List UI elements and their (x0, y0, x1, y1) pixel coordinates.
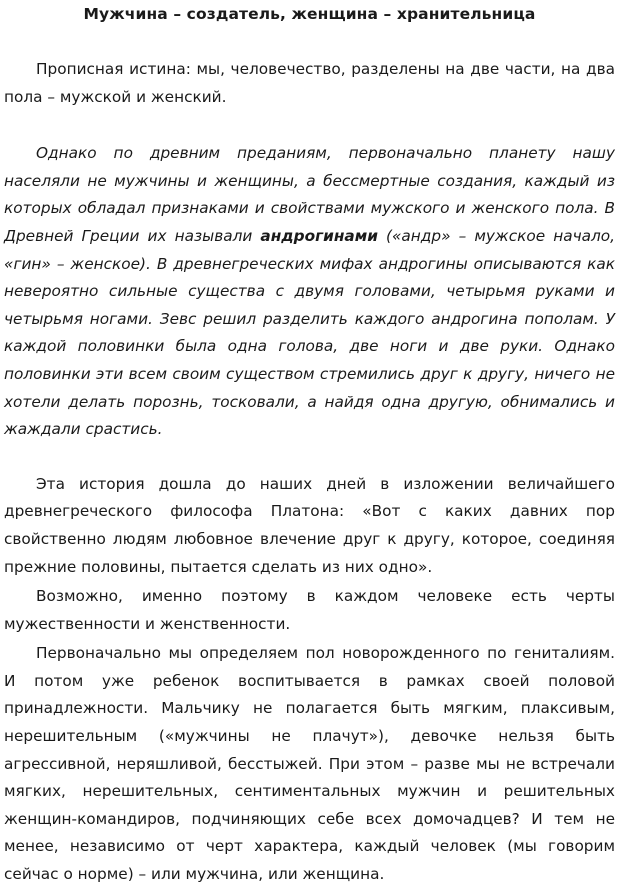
paragraph-androgyne-text-before: Однако по древним преданиям, первоначально планету нашу населяли не мужчины и женщины, а бессмертные создания, каждый из которых обладал признаками и свойствами мужского и женского пола. В Древней Греции их называли (4, 144, 615, 245)
paragraph-traits: Возможно, именно поэтому в каждом человеке есть черты мужественности и женственности. (4, 587, 615, 633)
paragraph-intro: Прописная истина: мы, человечество, разделены на две части, на два пола – мужской и женский. (4, 60, 615, 106)
document-title: Мужчина – создатель, женщина – хранительница (83, 5, 536, 23)
paragraph-plato: Эта история дошла до наших дней в изложении величайшего древнегреческого философа Платона: «Вот с каких давних пор свойственно людям любовное влечение друг к другу, которое, соединяя прежние половины, пытается сделать из них одно». (4, 474, 615, 576)
androgyne-term: андрогинами (260, 226, 378, 245)
paragraph-androgyne-myth (4, 140, 615, 444)
paragraph-gender-upbringing: Первоначально мы определяем пол новорожденного по гениталиям. И потом уже ребенок воспитывается в рамках своей половой принадлежности. Мальчику не полагается быть мягким, плаксивым, нерешительным («мужчины не плачут»), девочке нельзя быть агрессивной, неряшливой, бесстыжей. При этом – разве мы не встречали мягких, нерешительных, сентиментальных мужчин и решительных женщин-командиров, подчиняющих себе всех домочадцев? И тем не менее, независимо от черт характера, каждый человек (мы говорим сейчас о норме) – или мужчина, или женщина. (4, 644, 615, 884)
paragraph-androgyne-text-after: («андр» – мужское начало, «гин» – женское). В древнегреческих мифах андрогины описываются как невероятно сильные существа с двумя головами, четырьмя руками и четырьмя ногами. Зевс решил разделить каждого андрогина пополам. У каждой половинки была одна голова, две ноги и две руки. Однако половинки эти всем своим существом стремились друг к другу, ничего не хотели делать порознь, тосковали, а найдя одна другую, обнимались и жаждали срастись. (4, 226, 615, 439)
